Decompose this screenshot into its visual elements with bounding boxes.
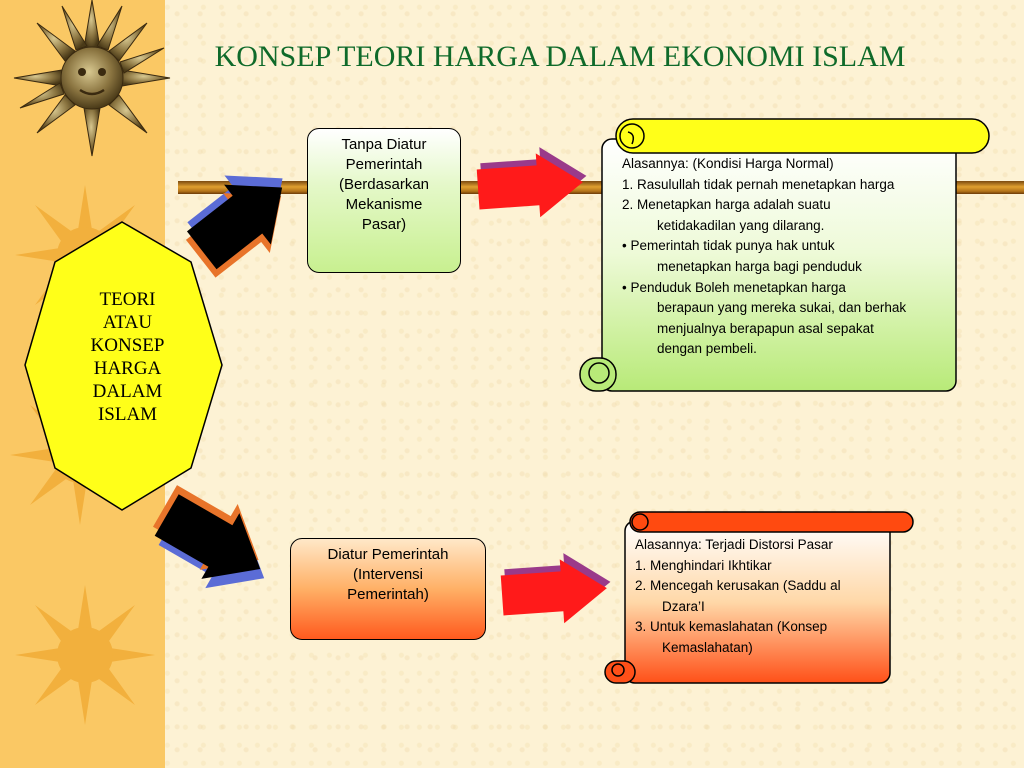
scroll-line: Dzara’I xyxy=(662,598,705,614)
hexagon-line: DALAM xyxy=(92,381,163,402)
upper-scroll-text xyxy=(622,154,952,360)
scroll-line: berapaun yang mereka sukai, dan berhak xyxy=(657,300,907,316)
lower-red-box xyxy=(290,538,486,640)
hexagon-line: TEORI xyxy=(99,289,156,310)
upper-green-box xyxy=(307,128,461,273)
hexagon-line: KONSEP xyxy=(90,335,165,356)
slide-title: KONSEP TEORI HARGA DALAM EKONOMI ISLAM xyxy=(214,40,906,73)
arrow-right-red-icon xyxy=(499,550,613,627)
hexagon-line: HARGA xyxy=(93,358,162,379)
box-line: Diatur Pemerintah xyxy=(327,546,449,563)
box-line: Pemerintah) xyxy=(347,586,429,603)
scroll-line: 1. Rasulullah tidak pernah menetapkan harga xyxy=(622,176,895,192)
scroll-line: menetapkan harga bagi penduduk xyxy=(657,258,862,274)
box-line: Tanpa Diatur xyxy=(341,136,427,153)
scroll-line: 3. Untuk kemaslahatan (Konsep xyxy=(635,619,828,635)
scroll-line: dengan pembeli. xyxy=(657,341,757,357)
scroll-line: 2. Menetapkan harga adalah suatu xyxy=(622,197,831,213)
scroll-line: • Penduduk Boleh menetapkan harga xyxy=(622,279,846,295)
scroll-line: 1. Menghindari Ikhtikar xyxy=(635,557,772,573)
scroll-line: menjualnya berapapun asal sepakat xyxy=(657,320,874,336)
lower-scroll-text xyxy=(635,535,890,659)
box-line: (Berdasarkan xyxy=(338,176,430,193)
box-line: (Intervensi xyxy=(352,566,424,583)
box-line: Mekanisme xyxy=(345,196,423,213)
hexagon-label xyxy=(60,288,195,426)
hexagon-line: ATAU xyxy=(102,312,153,333)
scroll-line: Kemaslahatan) xyxy=(662,639,753,655)
scroll-line: 2. Mencegah kerusakan (Saddu al xyxy=(635,578,841,594)
scroll-line: Alasannya: (Kondisi Harga Normal) xyxy=(622,156,834,171)
scroll-line: ketidakadilan yang dilarang. xyxy=(657,217,825,233)
hexagon-line: ISLAM xyxy=(97,404,158,425)
box-line: Pemerintah xyxy=(345,156,423,173)
box-line: Pasar) xyxy=(361,216,407,233)
scroll-line: Alasannya: Terjadi Distorsi Pasar xyxy=(635,537,833,552)
scroll-line: • Pemerintah tidak punya hak untuk xyxy=(622,238,835,254)
arrow-right-red-icon xyxy=(475,144,589,221)
arrow-down-right-icon xyxy=(140,473,290,611)
